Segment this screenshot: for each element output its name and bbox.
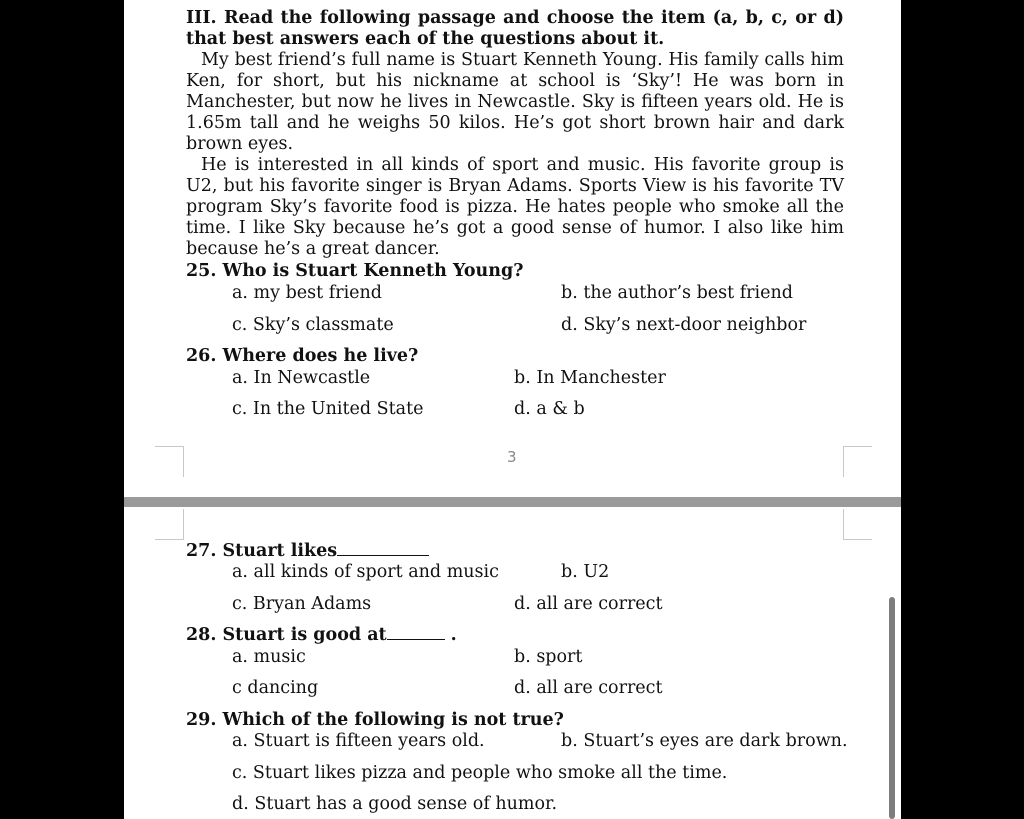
q27-option-d: d. all are correct — [514, 594, 663, 614]
passage-paragraph-2-text: He is interested in all kinds of sport and music. His favorite group is U2, but his favorite singer is Bryan Adams. Sports View is his favorite TV program Sky’s favorite food is pizza. He hates people who smoke all the time. I like Sky because he’s got a good sense of humor. I also like him because he’s a great dancer. — [186, 155, 844, 259]
q27-option-c: c. Bryan Adams — [232, 594, 372, 614]
crop-mark-bottom-left — [155, 509, 184, 540]
q27-option-a: a. all kinds of sport and music — [232, 562, 499, 582]
passage-paragraph-1 — [186, 50, 844, 155]
answer-blank — [337, 541, 429, 556]
answer-blank — [387, 625, 445, 640]
question-25: 25. Who is Stuart Kenneth Young? — [186, 261, 524, 281]
crop-mark-bottom-right — [843, 509, 872, 540]
q26-option-a: a. In Newcastle — [232, 368, 371, 388]
passage-paragraph-2 — [186, 155, 844, 260]
q29-option-a: a. Stuart is fifteen years old. — [232, 731, 485, 751]
q26-option-b: b. In Manchester — [514, 368, 666, 388]
crop-mark-top-left — [155, 446, 184, 477]
q25-option-a: a. my best friend — [232, 283, 383, 303]
section-heading: III. Read the following passage and choose the item (a, b, c, or d) that best answers each of the questions about it. — [186, 8, 844, 49]
q26-option-c: c. In the United State — [232, 399, 424, 419]
question-28-text: 28. Stuart is good at — [186, 625, 387, 645]
q25-option-d: d. Sky’s next-door neighbor — [561, 315, 807, 335]
question-26: 26. Where does he live? — [186, 346, 419, 366]
passage-paragraph-1-text: My best friend’s full name is Stuart Kenneth Young. His family calls him Ken, for short, but his nickname at school is ‘Sky’! He was born in Manchester, but now he lives in Newcastle. Sky is fifteen years old. He is 1.65m tall and he weighs 50 kilos. He’s got short brown hair and dark brown eyes. — [186, 50, 844, 154]
question-27 — [186, 541, 429, 562]
q28-option-c: c dancing — [232, 678, 319, 698]
question-29: 29. Which of the following is not true? — [186, 710, 564, 730]
q25-option-b: b. the author’s best friend — [561, 283, 793, 303]
q26-option-d: d. a & b — [514, 399, 585, 419]
q29-option-b: b. Stuart’s eyes are dark brown. — [561, 731, 848, 751]
q29-option-d: d. Stuart has a good sense of humor. — [232, 794, 558, 814]
crop-mark-top-right — [843, 446, 872, 477]
question-28 — [186, 625, 457, 646]
question-27-text: 27. Stuart likes — [186, 541, 338, 561]
q28-option-d: d. all are correct — [514, 678, 663, 698]
question-28-suffix: . — [450, 625, 457, 645]
q25-option-c: c. Sky’s classmate — [232, 315, 394, 335]
page-separator — [124, 497, 901, 507]
page-number: 3 — [507, 448, 517, 466]
q27-option-b: b. U2 — [561, 562, 610, 582]
q29-option-c: c. Stuart likes pizza and people who smoke all the time. — [232, 763, 728, 783]
vertical-scrollbar[interactable] — [889, 597, 895, 819]
q28-option-b: b. sport — [514, 647, 583, 667]
q28-option-a: a. music — [232, 647, 306, 667]
